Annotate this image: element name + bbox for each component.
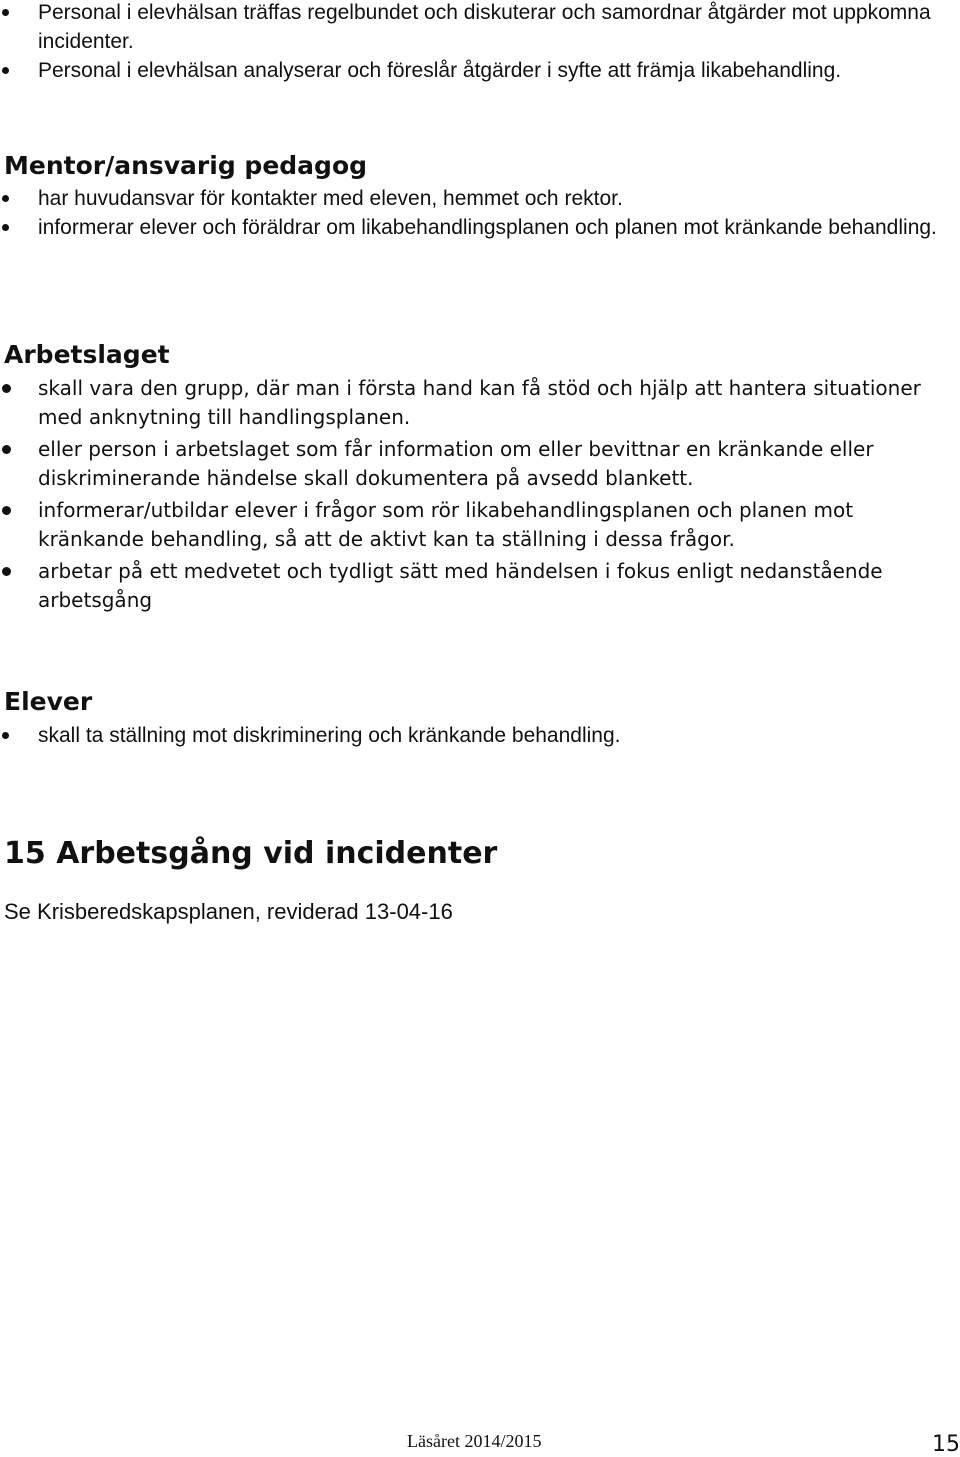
list-item: skall ta ställning mot diskriminering och kränkande behandling. bbox=[0, 721, 950, 750]
list-item: har huvudansvar för kontakter med eleven, hemmet och rektor. bbox=[0, 184, 950, 213]
list-item: skall vara den grupp, där man i första hand kan få stöd och hjälp att hantera situationer med anknytning till handlingsplanen. bbox=[0, 374, 950, 432]
section-heading-mentor: Mentor/ansvarig pedagog bbox=[4, 151, 368, 180]
list-item: informerar/utbildar elever i frågor som rör likabehandlingsplanen och planen mot kränkande behandling, så att de aktivt kan ta ställning i dessa frågor. bbox=[0, 496, 950, 554]
intro-bullet-list bbox=[0, 0, 950, 85]
mentor-bullet-list bbox=[0, 184, 950, 242]
elever-bullet-list bbox=[0, 721, 950, 750]
list-item: Personal i elevhälsan analyserar och föreslår åtgärder i syfte att främja likabehandling. bbox=[0, 56, 950, 85]
footer-school-year: Läsåret 2014/2015 bbox=[407, 1431, 542, 1451]
list-item: arbetar på ett medvetet och tydligt sätt med händelsen i fokus enligt nedanstående arbetsgång bbox=[0, 557, 950, 615]
section-heading-arbetslaget: Arbetslaget bbox=[4, 340, 170, 369]
list-item: informerar elever och föräldrar om likabehandlingsplanen och planen mot kränkande behandling. bbox=[0, 213, 950, 242]
list-item: eller person i arbetslaget som får information om eller bevittnar en kränkande eller diskriminerande händelse skall dokumentera på avsedd blankett. bbox=[0, 435, 950, 493]
section-title: 15 Arbetsgång vid incidenter bbox=[4, 836, 498, 871]
mentor-section bbox=[0, 150, 950, 242]
page-number: 15 bbox=[932, 1432, 960, 1457]
incident-section bbox=[0, 835, 950, 925]
section-heading-elever: Elever bbox=[4, 687, 93, 716]
reference-text: Se Krisberedskapsplanen, reviderad 13-04-16 bbox=[4, 899, 453, 924]
list-item: Personal i elevhälsan träffas regelbundet och diskuterar och samordnar åtgärder mot uppkomna incidenter. bbox=[0, 0, 950, 56]
arbetslaget-section bbox=[0, 339, 950, 618]
elever-section bbox=[0, 686, 950, 750]
arbetslaget-bullet-list bbox=[0, 374, 950, 615]
